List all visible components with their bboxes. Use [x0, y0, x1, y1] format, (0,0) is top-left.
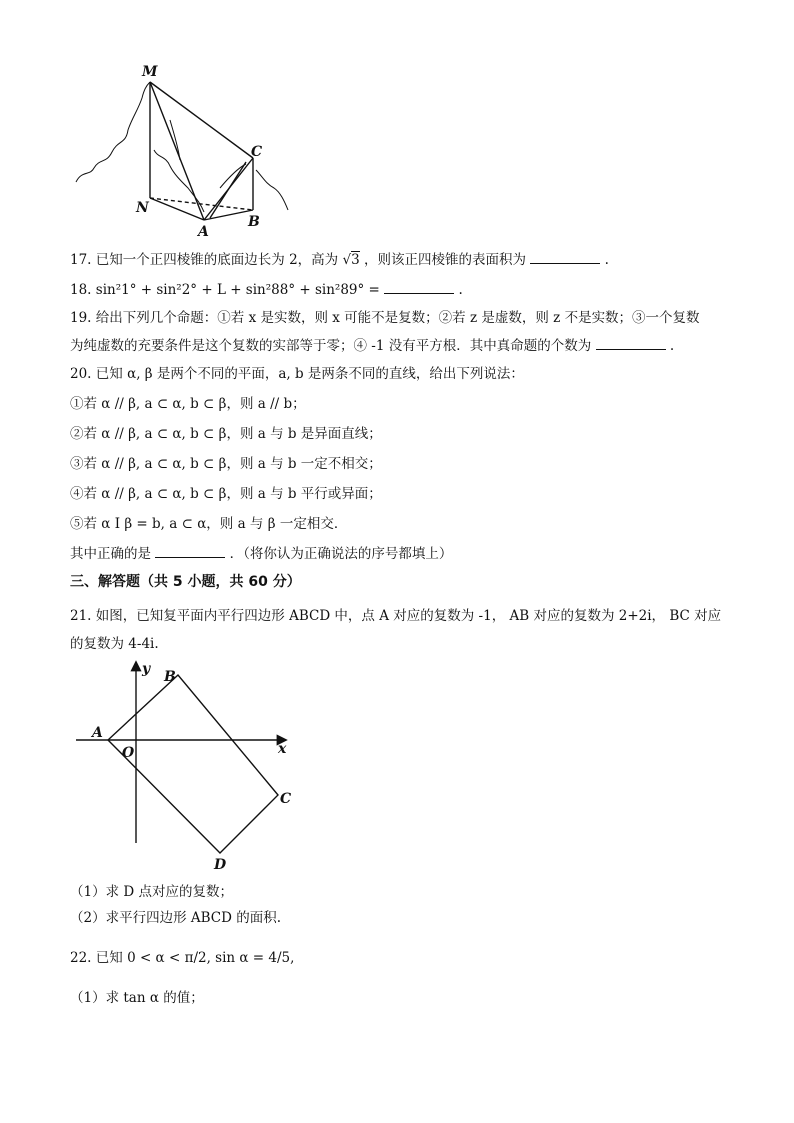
- q19-number: 19.: [70, 310, 92, 326]
- question-18: [70, 280, 463, 300]
- q20-answer-line: [70, 544, 452, 564]
- q19-line1: 给出下列几个命题：①若 x 是实数，则 x 可能不是复数；②若 z 是虚数，则 z 不是实数；③一个复数: [95, 310, 700, 326]
- q19-answer-blank[interactable]: [596, 349, 666, 350]
- q17-end: .: [604, 252, 609, 268]
- q20-item-3: ③若 α // β, a ⊂ α, b ⊂ β，则 a 与 b 一定不相交；: [70, 456, 382, 472]
- q18-answer-blank[interactable]: [384, 293, 454, 294]
- question-21-line2: 的复数为 4-4i.: [70, 636, 159, 652]
- axis-x-label: x: [278, 741, 287, 757]
- q21-line1: 如图，已知复平面内平行四边形 ABCD 中，点 A 对应的复数为 -1， AB 对应的复数为 2+2i， BC 对应: [95, 608, 722, 624]
- question-21-line1: [70, 606, 721, 626]
- q20-item-1: ①若 α // β, a ⊂ α, b ⊂ β，则 a // b；: [70, 396, 306, 412]
- q20-item-2: ②若 α // β, a ⊂ α, b ⊂ β，则 a 与 b 是异面直线；: [70, 426, 382, 442]
- question-22: [70, 948, 294, 968]
- q21-sub2: （2）求平行四边形 ABCD 的面积.: [70, 910, 282, 926]
- question-17: [70, 250, 609, 270]
- q22-sub1: （1）求 tan α 的值；: [70, 990, 204, 1006]
- question-19-line2: [70, 336, 674, 356]
- q17-text-after: ，则该正四棱锥的表面积为: [363, 252, 526, 268]
- point-b-label: B: [164, 669, 176, 685]
- pyramid-figure: [70, 60, 300, 240]
- label-a: A: [198, 224, 209, 240]
- q20-answer-suffix: ．（将你认为正确说法的序号都填上）: [229, 546, 453, 562]
- question-19-line1: [70, 308, 700, 328]
- q19-line2: 为纯虚数的充要条件是这个复数的实部等于零；④ -1 没有平方根．其中真命题的个数为: [70, 338, 592, 354]
- q20-number: 20.: [70, 366, 92, 382]
- label-n: N: [136, 200, 149, 216]
- q17-sqrt-value: 3: [351, 252, 360, 268]
- point-a-label: A: [92, 725, 103, 741]
- q20-answer-blank[interactable]: [155, 557, 225, 558]
- q20-answer-prefix: 其中正确的是: [70, 546, 151, 562]
- sqrt-symbol: √: [342, 252, 352, 268]
- point-d-label: D: [214, 857, 227, 873]
- q22-number: 22.: [70, 950, 92, 966]
- q20-item-4: ④若 α // β, a ⊂ α, b ⊂ β，则 a 与 b 平行或异面；: [70, 486, 382, 502]
- q18-expression: sin²1° + sin²2° + L + sin²88° + sin²89° =: [95, 282, 380, 298]
- origin-label: O: [122, 745, 135, 761]
- section-3-title: 三、解答题（共 5 小题，共 60 分）: [70, 574, 301, 590]
- question-20-intro: [70, 364, 524, 384]
- q21-sub1: （1）求 D 点对应的复数；: [70, 884, 233, 900]
- q19-end: .: [669, 338, 675, 354]
- q17-number: 17.: [70, 252, 92, 268]
- q21-number: 21.: [70, 608, 92, 624]
- q18-number: 18.: [70, 282, 92, 298]
- q22-text: 已知 0 < α < π/2, sin α = 4/5,: [95, 950, 295, 966]
- label-m: M: [142, 64, 158, 80]
- label-c: C: [251, 144, 263, 160]
- parallelogram-figure: [70, 655, 300, 875]
- axis-y-label: y: [142, 661, 151, 677]
- point-c-label: C: [280, 791, 292, 807]
- q17-answer-blank[interactable]: [530, 263, 600, 264]
- q17-text-before: 已知一个正四棱锥的底面边长为 2，高为: [95, 252, 339, 268]
- q20-intro: 已知 α, β 是两个不同的平面，a, b 是两条不同的直线，给出下列说法：: [95, 366, 524, 382]
- q20-item-5: ⑤若 α I β = b, a ⊂ α，则 a 与 β 一定相交．: [70, 516, 348, 532]
- label-b: B: [248, 214, 260, 230]
- q18-end: .: [458, 282, 463, 298]
